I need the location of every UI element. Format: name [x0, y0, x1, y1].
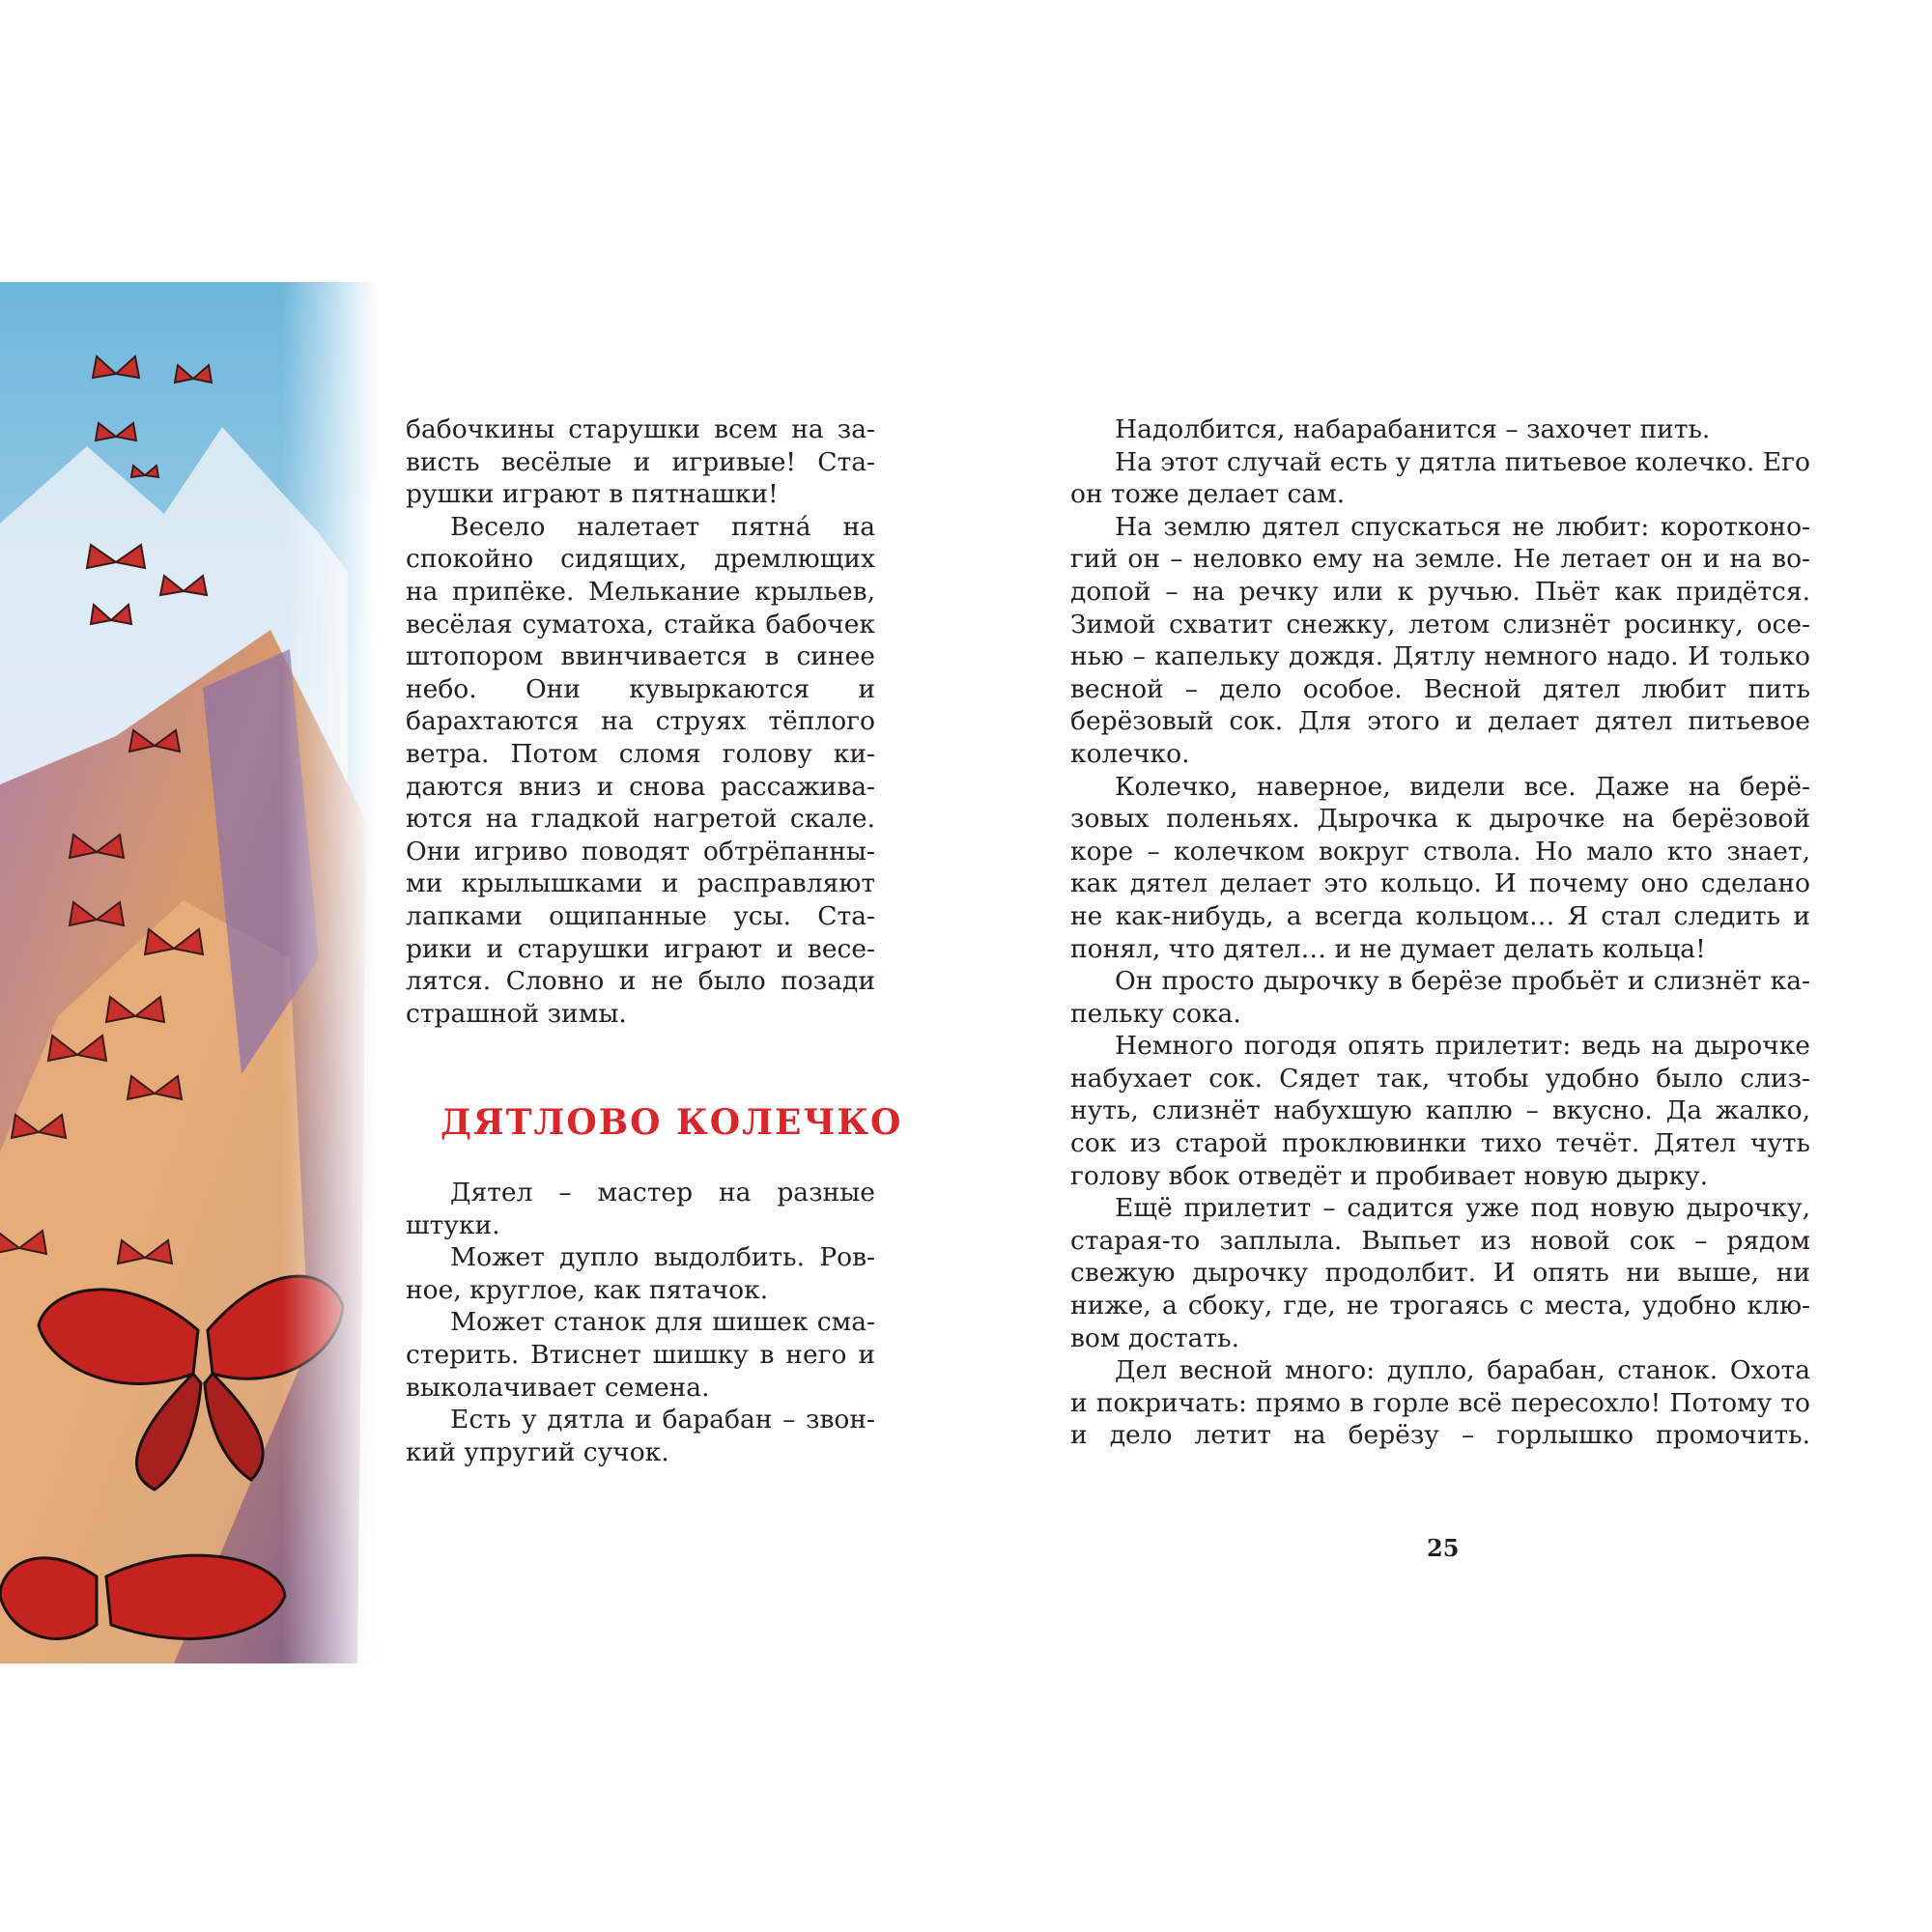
left-column-section-text: [406, 1177, 875, 1468]
paragraph: Может станок для шишек смастерить. Втиснет шишку в него и выколачивает семена.: [406, 1307, 875, 1403]
paragraph: Весело налетает пятна́ на спокойно сидящих, дремлющих на припёке. Мелькание крыльев, весёлая суматоха, стайка бабочек штопором ввинчивается в синее небо. Они кувыркаются и барахтаются на струях тёплого ветра. Потом сломя голову кидаются вниз и снова рассаживаются на гладкой нагретой скале. Они игриво поводят обтрёпанными крылышками и расправляют лапками ощипанные усы. Старики и старушки играют и веселятся. Словно и не было позади страшной зимы.: [406, 511, 875, 1029]
paragraph: бабочкины старушки всем на зависть весёлые и игривые! Старушки играют в пятнашки!: [406, 414, 875, 510]
paragraph: На землю дятел спускаться не любит: коротконогий он – неловко ему на земле. Не летает он и на водопой – на речку или к ручью. Пьёт как придётся. Зимой схватит снежку, летом слизнёт росинку, осенью – капельку дождя. Дятлу немного надо. И только весной – дело особое. Весной дятел любит пить берёзовый сок. Для этого и делает дятел питьевое колечко.: [1070, 511, 1810, 769]
right-column-text: [1070, 413, 1810, 1452]
paragraph: Колечко, наверное, видели все. Даже на берёзовых поленьях. Дырочка к дырочке на берёзовой коре – колечком вокруг ствола. Но мало кто знает, как дятел делает это кольцо. И почему оно сделано не как-нибудь, а всегда кольцом… Я стал следить и понял, что дятел… и не думает делать кольца!: [1070, 771, 1810, 964]
paragraph: Дел весной много: дупло, барабан, станок. Охота и покричать: прямо в горле всё пересохло! Потому то и дело летит на берёзу – горлышко промочить.: [1070, 1355, 1810, 1451]
paragraph: Он просто дырочку в берёзе пробьёт и слизнёт капельку сока.: [1070, 966, 1810, 1029]
left-column-text: [406, 413, 875, 1030]
paragraph: Надолбится, набарабанится – захочет пить.: [1115, 414, 1711, 444]
paragraph: Немного погодя опять прилетит: ведь на дырочке набухает сок. Сядет так, чтобы удобно было слизнуть, слизнёт набухшую каплю – вкусно. Да жалко, сок из старой проклювинки тихо течёт. Дятел чуть голову вбок отведёт и пробивает новую дырку.: [1070, 1031, 1810, 1191]
paragraph: Ещё прилетит – садится уже под новую дырочку, старая-то заплыла. Выпьет из новой сок – рядом свежую дырочку продолбит. И опять ни выше, ни ниже, а сбоку, где, не трогаясь с места, удобно клювом достать.: [1070, 1193, 1810, 1353]
paragraph: Есть у дятла и барабан – звонкий упругий сучок.: [406, 1405, 875, 1467]
paragraph: Дятел – мастер на разные штуки.: [406, 1178, 875, 1240]
butterflies-illustration: [0, 282, 377, 1663]
paragraph: На этот случай есть у дятла питьевое колечко. Его он тоже делает сам.: [1070, 446, 1810, 510]
page-number: 25: [1427, 1534, 1460, 1562]
section-heading: ДЯТЛОВО КОЛЕЧКО: [440, 1102, 903, 1143]
paragraph: Может дупло выдолбить. Ровное, круглое, как пятачок.: [406, 1242, 875, 1305]
